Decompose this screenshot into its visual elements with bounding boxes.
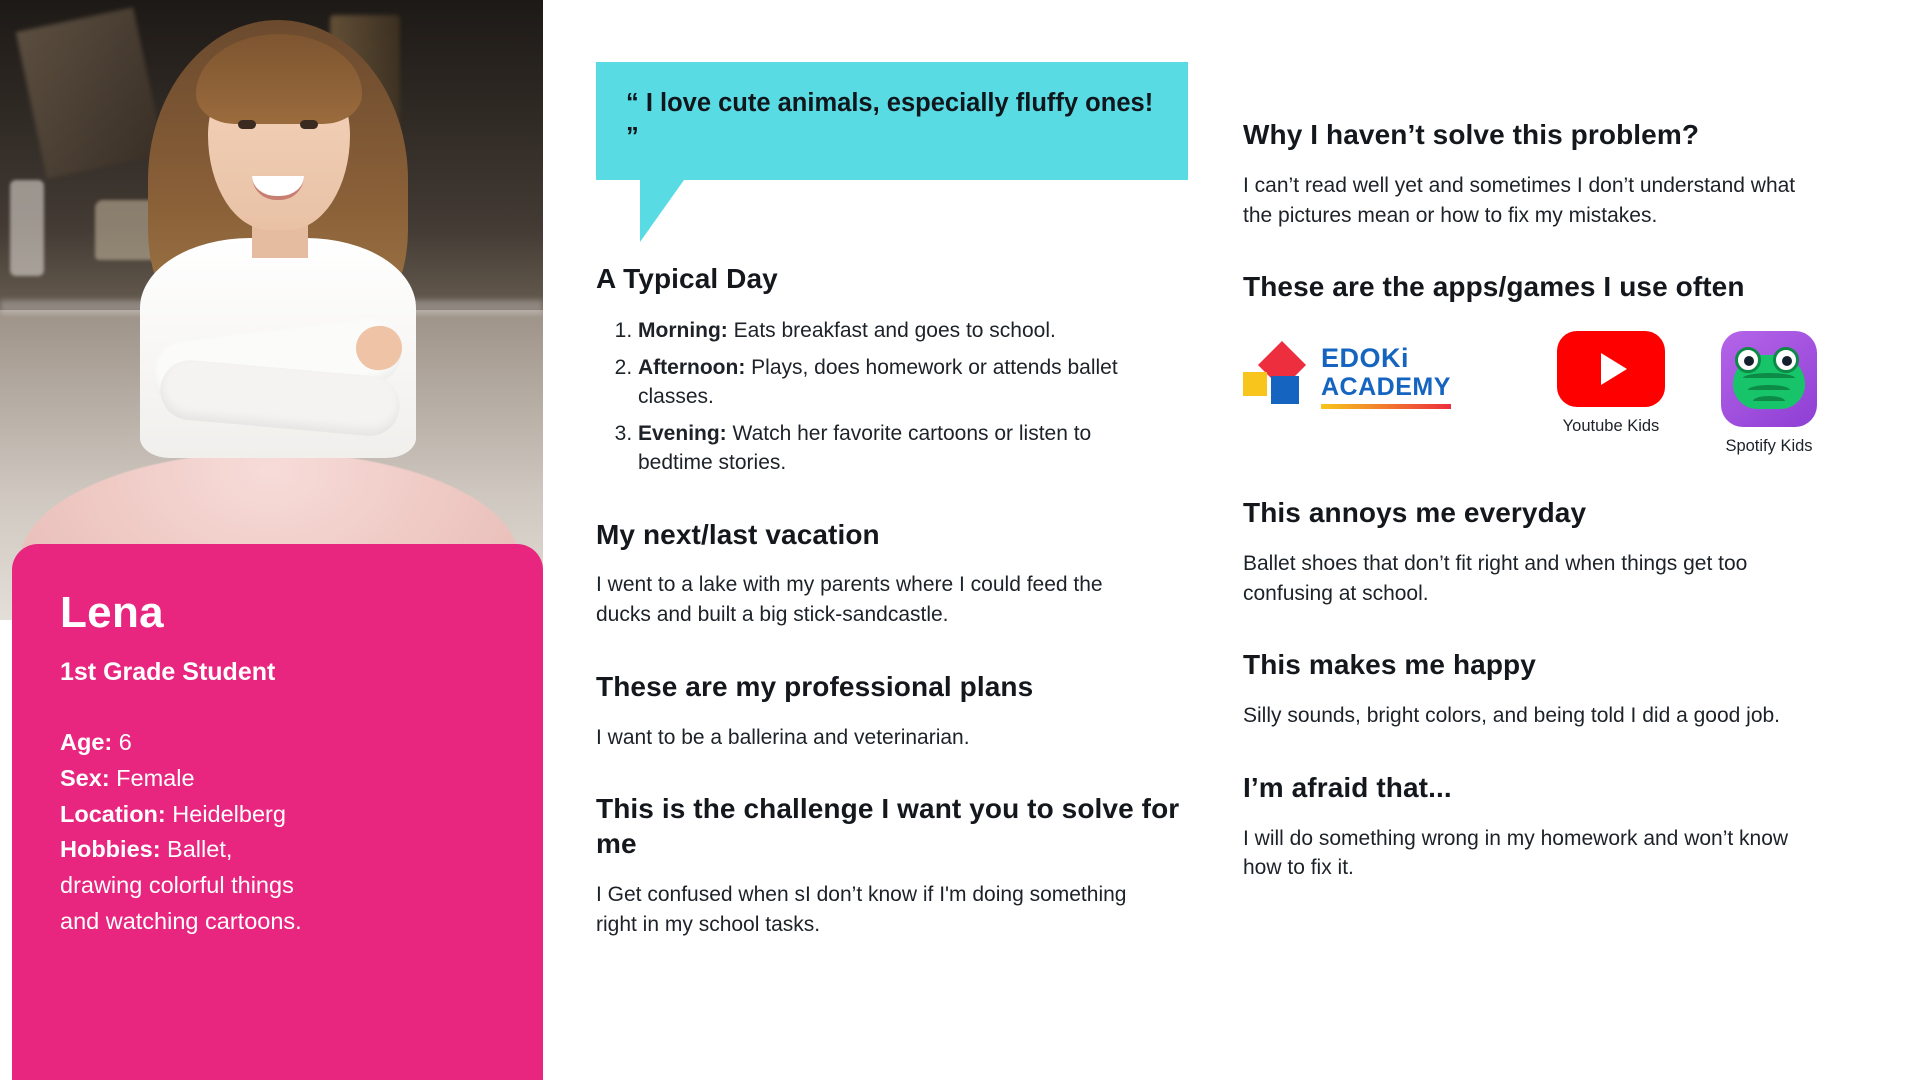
fact-hobbies-value: Ballet, [160,836,233,863]
app-edoki-academy[interactable] [1243,331,1523,409]
edoki-blue-square-icon [1271,376,1299,404]
text-afraid: I will do something wrong in my homework and won’t know how to fix it. [1243,826,1789,880]
text-vacation: I went to a lake with my parents where I could feed the ducks and built a big stick-sandcastle. [596,573,1103,627]
fact-location [60,797,480,833]
day-item-label: Evening: [638,421,727,445]
heading-challenge: This is the challenge I want you to solve for me [596,793,1180,860]
spotify-kids-icon [1721,331,1817,427]
girl-eye-right [300,120,318,129]
fact-sex [60,761,480,797]
apps-row [1243,331,1843,456]
app-caption-youtube-kids: Youtube Kids [1562,417,1660,436]
fact-hobbies-line3: and watching cartoons. [60,907,302,934]
list-item [638,317,1168,346]
fact-age-value: 6 [112,729,132,756]
girl-eye-left [238,120,256,129]
app-youtube-kids[interactable] [1551,331,1671,436]
fact-hobbies-line2: drawing colorful things [60,872,294,899]
heading-makes-happy: This makes me happy [1243,649,1536,681]
persona-right-column [1243,118,1843,883]
quote-bubble [596,62,1188,180]
heading-why-not-solved: Why I haven’t solve this problem? [1243,119,1700,150]
fact-sex-label: Sex: [60,764,110,791]
spotify-wave-icon [1753,396,1785,406]
text-why-not-solved: I can’t read well yet and sometimes I don’t understand what the pictures mean or how to fix my mistakes. [1243,173,1796,227]
spotify-eye-right-icon [1773,347,1799,373]
fact-hobbies-label: Hobbies: [60,836,161,863]
heading-vacation: My next/last vacation [596,518,880,550]
spotify-wave-icon [1748,385,1790,395]
spotify-wave-icon [1743,373,1795,383]
fact-sex-value: Female [109,764,195,791]
persona-info-card [12,544,543,1080]
quote-bubble-tail [640,180,684,242]
app-spotify-kids[interactable] [1709,331,1829,456]
heading-professional-plans: These are my professional plans [596,670,1034,702]
list-item [638,420,1168,478]
edoki-yellow-square-icon [1243,372,1267,396]
spotify-pupil-icon [1744,356,1754,366]
spotify-eye-left-icon [1735,347,1761,373]
day-item-text: Eats breakfast and goes to school. [727,318,1056,342]
photo-girl [0,0,543,620]
app-caption-spotify-kids: Spotify Kids [1725,437,1813,456]
middle-body [596,262,1196,940]
edoki-wordmark [1321,345,1451,409]
heading-typical-day: A Typical Day [596,263,778,294]
quote-text: “ I love cute animals, especially fluffy ones! ” [626,89,1154,152]
heading-apps-used: These are the apps/games I use often [1243,271,1745,303]
persona-left-column [0,0,543,1080]
persona-name: Lena [60,588,164,637]
fact-hobbies [60,832,480,868]
text-makes-happy: Silly sounds, bright colors, and being told I did a good job. [1243,704,1781,728]
fact-location-label: Location: [60,800,166,827]
persona-role: 1st Grade Student [60,658,276,687]
text-challenge: I Get confused when sI don’t know if I'm doing something right in my school tasks. [596,882,1127,936]
day-item-text: Plays, does homework or attends ballet classes. [638,355,1118,408]
day-item-label: Afternoon: [638,355,746,379]
day-item-label: Morning: [638,318,728,342]
edoki-wordmark-line1: EDOKi [1321,343,1410,374]
day-item-text: Watch her favorite cartoons or listen to bedtime stories. [638,421,1092,474]
spotify-pupil-icon [1782,356,1792,366]
edoki-shapes-icon [1243,348,1311,406]
heading-annoys: This annoys me everyday [1243,497,1587,529]
edoki-logo-icon [1243,345,1523,409]
fact-age-label: Age: [60,729,113,756]
persona-middle-column [596,0,1226,1080]
fact-age [60,725,480,761]
text-professional-plans: I want to be a ballerina and veterinarian. [596,725,970,749]
heading-afraid: I’m afraid that... [1243,771,1452,803]
typical-day-list [596,317,1196,478]
fact-location-value: Heidelberg [165,800,286,827]
persona-facts [60,725,480,939]
play-triangle-icon [1601,353,1627,385]
edoki-wordmark-line2: ACADEMY [1321,373,1451,402]
list-item [638,354,1168,412]
edoki-underline [1321,404,1451,409]
persona-photo [0,0,543,620]
text-annoys: Ballet shoes that don’t fit right and when things get too confusing at school. [1243,551,1748,605]
youtube-kids-icon [1557,331,1665,407]
